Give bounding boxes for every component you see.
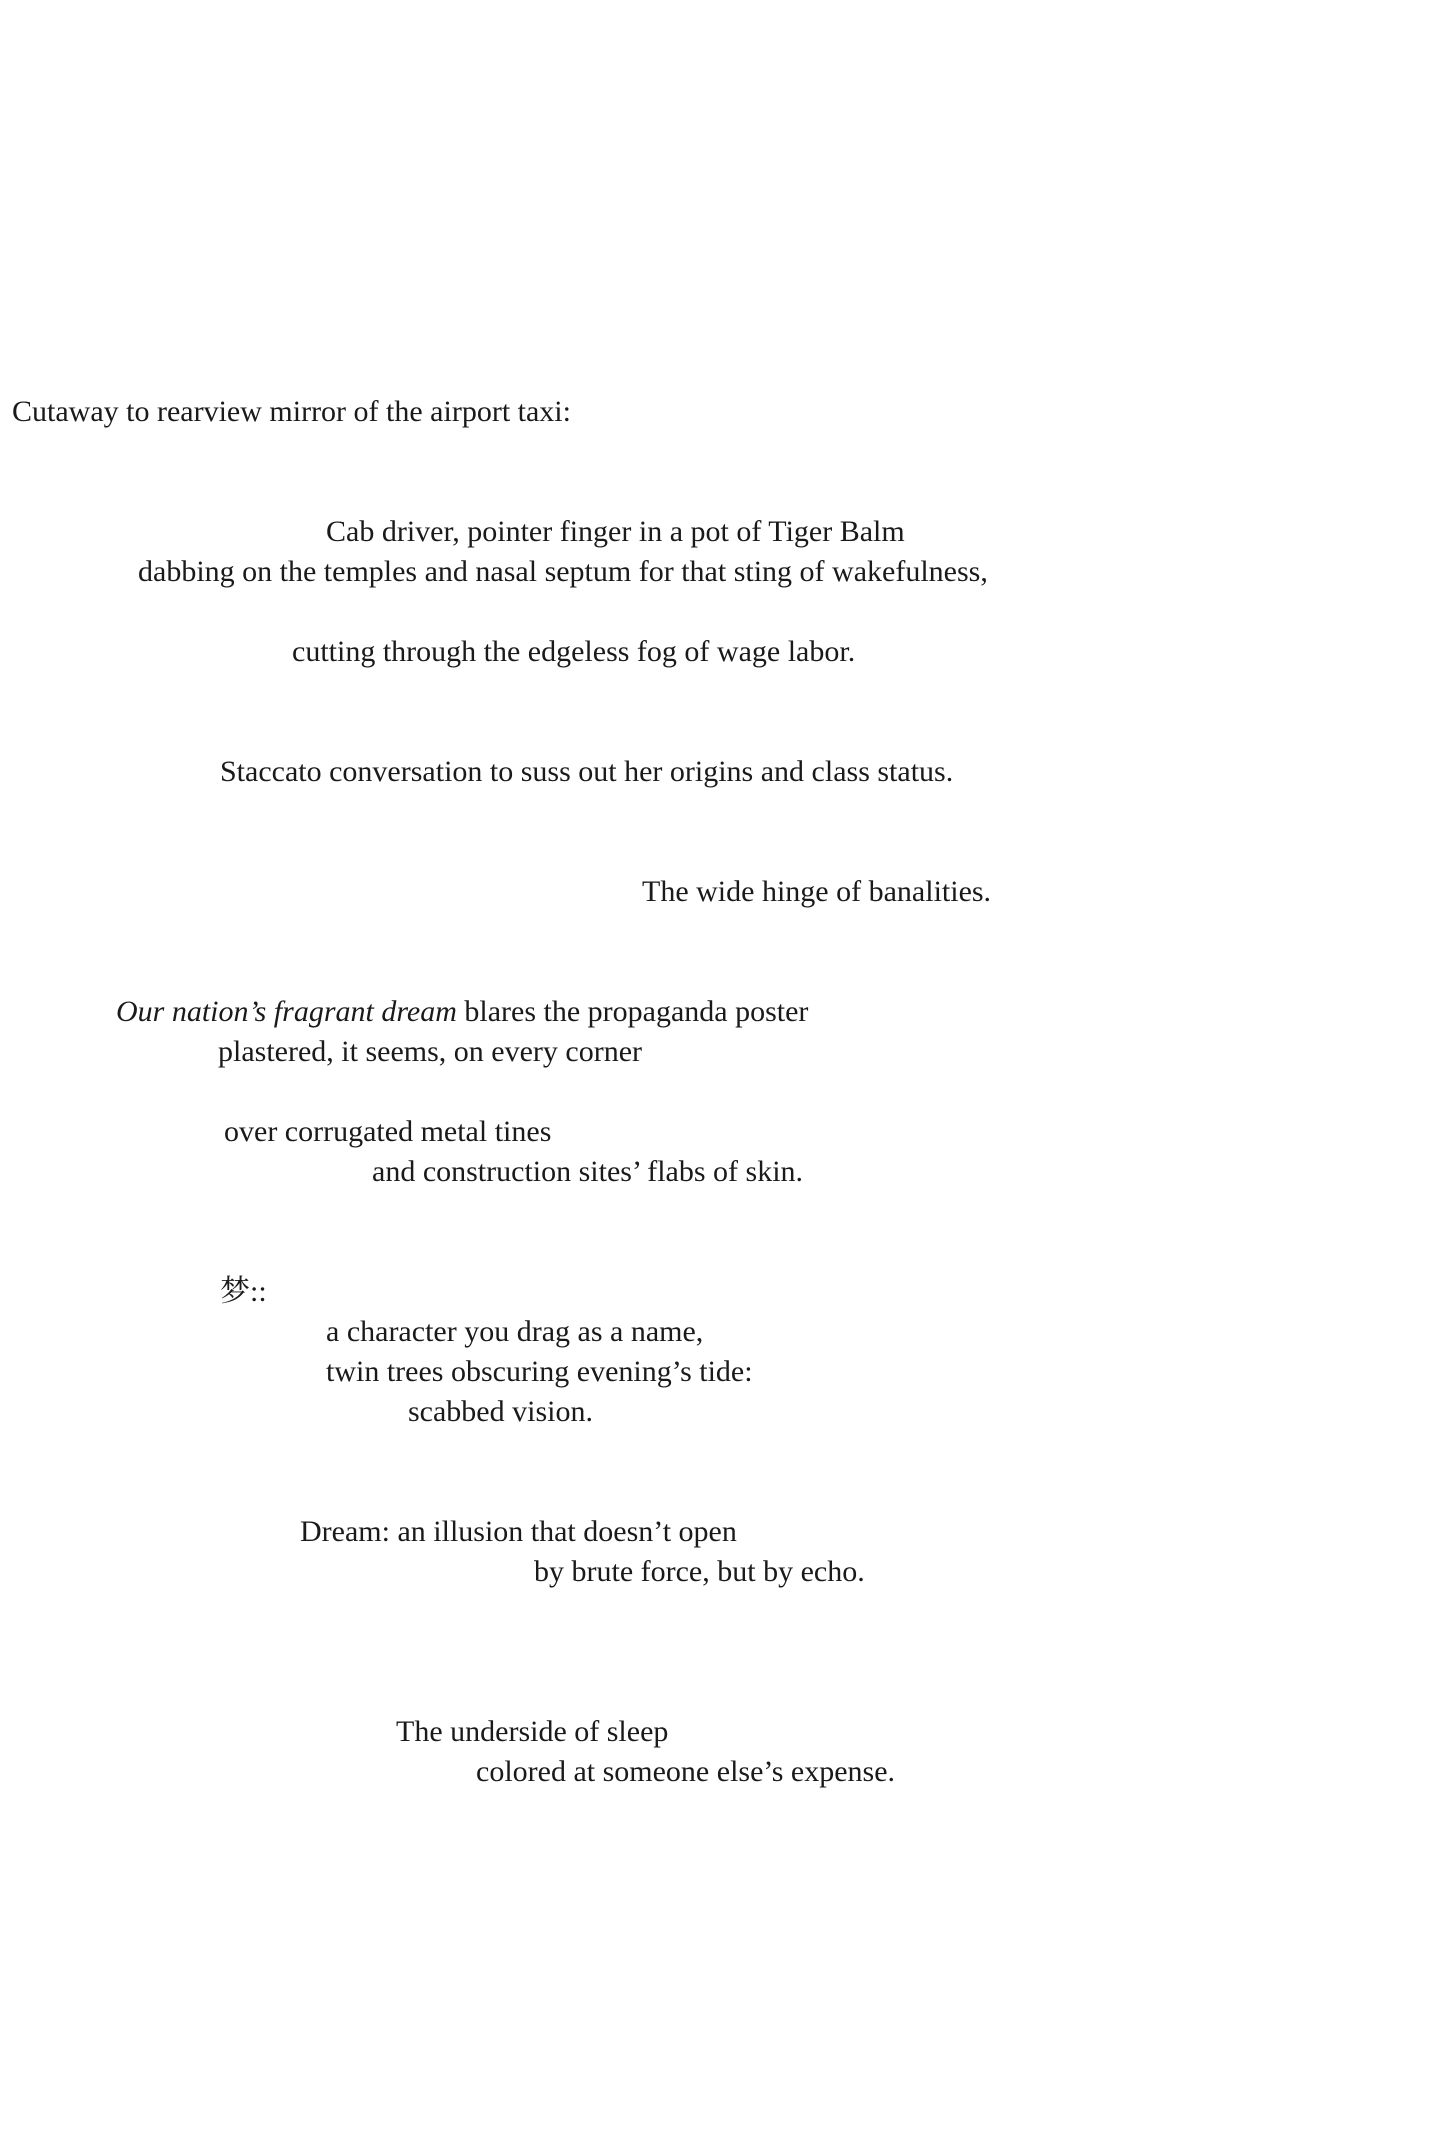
- stanza7-line2: colored at someone else’s expense.: [476, 1755, 896, 1788]
- stanza4-line4: and construction sites’ flabs of skin.: [372, 1155, 804, 1188]
- stanza5-line2: twin trees obscuring evening’s tide:: [326, 1355, 753, 1388]
- stanza4-line1: [116, 992, 808, 1032]
- stanza7-line1: The underside of sleep: [396, 1715, 669, 1748]
- stanza4-line3: over corrugated metal tines: [224, 1115, 552, 1148]
- stanza5-line3: scabbed vision.: [408, 1395, 593, 1428]
- stanza4-line2: plastered, it seems, on every corner: [218, 1035, 642, 1068]
- stanza1-line3: cutting through the edgeless fog of wage labor.: [292, 635, 856, 668]
- stanza3-line1: The wide hinge of banalities.: [642, 875, 992, 908]
- stanza1-line1: Cab driver, pointer finger in a pot of Tiger Balm: [326, 515, 905, 548]
- stanza1-line2: dabbing on the temples and nasal septum for that sting of wakefulness,: [138, 555, 988, 588]
- stanza4-line1-rest: blares the propaganda poster: [456, 995, 809, 1028]
- stanza5-line1: a character you drag as a name,: [326, 1315, 704, 1348]
- stanza6-line2: by brute force, but by echo.: [534, 1555, 865, 1588]
- stanza6-line1: Dream: an illusion that doesn’t open: [300, 1515, 737, 1548]
- stanza4-italic-phrase: Our nation’s fragrant dream: [116, 995, 457, 1028]
- stanza2-line1: Staccato conversation to suss out her origins and class status.: [220, 755, 954, 788]
- poem-intro-line: Cutaway to rearview mirror of the airport taxi:: [12, 395, 571, 428]
- stanza5-heading: 梦::: [220, 1275, 267, 1308]
